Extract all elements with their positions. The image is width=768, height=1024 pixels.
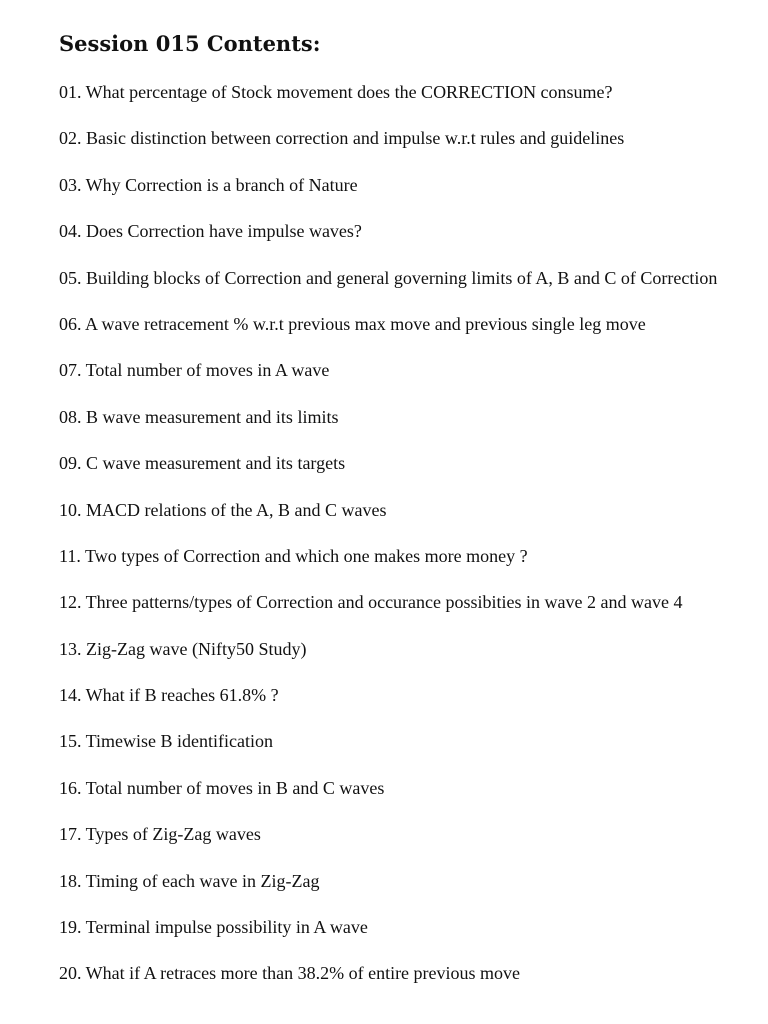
list-item: 16. Total number of moves in B and C waves — [59, 777, 385, 798]
page-title: Session 015 Contents: — [59, 31, 321, 56]
contents-list — [59, 80, 727, 1008]
list-item: 08. B wave measurement and its limits — [59, 406, 339, 427]
list-item: 13. Zig-Zag wave (Nifty50 Study) — [59, 638, 307, 659]
list-item: 04. Does Correction have impulse waves? — [59, 221, 362, 242]
list-item: 05. Building blocks of Correction and general governing limits of A, B and C of Correction — [59, 267, 718, 288]
list-item: 11. Two types of Correction and which one makes more money ? — [59, 545, 528, 566]
list-item: 06. A wave retracement % w.r.t previous max move and previous single leg move — [59, 313, 646, 334]
list-item: 15. Timewise B identification — [59, 731, 273, 752]
list-item: 20. What if A retraces more than 38.2% of entire previous move — [59, 963, 521, 984]
list-item: 18. Timing of each wave in Zig-Zag — [59, 870, 320, 891]
list-item: 07. Total number of moves in A wave — [59, 360, 330, 381]
list-item: 10. MACD relations of the A, B and C waves — [59, 499, 387, 520]
list-item: 01. What percentage of Stock movement does the CORRECTION consume? — [59, 82, 613, 102]
list-item: 09. C wave measurement and its targets — [59, 453, 346, 474]
list-item: 02. Basic distinction between correction and impulse w.r.t rules and guidelines — [59, 128, 625, 149]
list-item: 14. What if B reaches 61.8% ? — [59, 685, 279, 706]
list-item: 03. Why Correction is a branch of Nature — [59, 174, 358, 195]
list-item: 19. Terminal impulse possibility in A wave — [59, 917, 368, 938]
list-item: 12. Three patterns/types of Correction and occurance possibities in wave 2 and wave 4 — [59, 592, 683, 613]
list-item: 17. Types of Zig-Zag waves — [59, 824, 261, 845]
